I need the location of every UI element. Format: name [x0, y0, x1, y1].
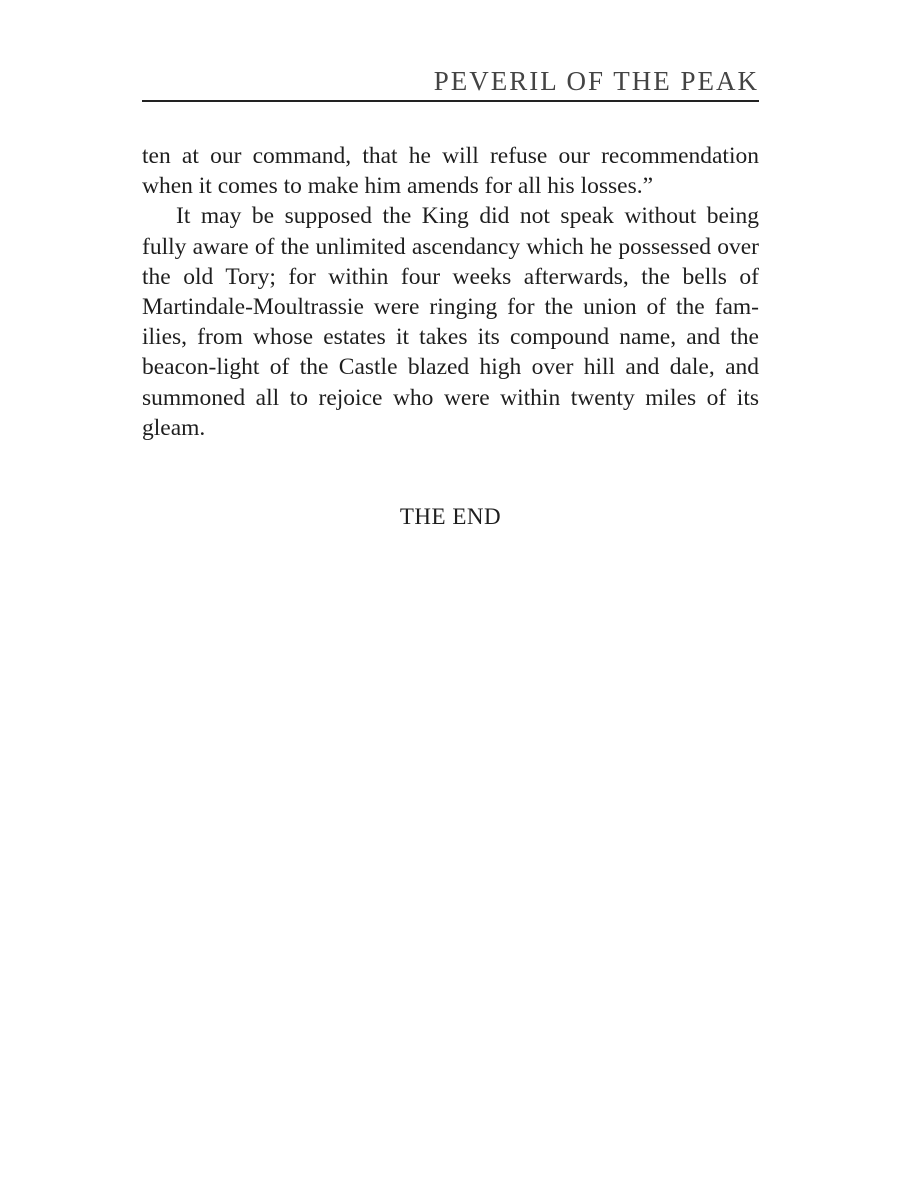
running-head-title: PEVERIL OF THE PEAK — [433, 66, 759, 96]
paragraph-continued: ten at our command, that he will refuse our recommendation when it comes to make him amends for all his losses.” — [142, 143, 759, 200]
body-text-block — [142, 141, 759, 443]
paragraph-final: It may be supposed the King did not speak without being fully aware of the unlimited ascendancy which he possessed over the old Tory; for within four weeks afterwards, the bells of Martindale-Moultrassie were ringing for the union of the families, from whose estates it takes its compound name, and the beacon-light of the Castle blazed high over hill and dale, and summoned all to rejoice who were within twenty miles of its gleam. — [142, 203, 759, 441]
the-end-mark: THE END — [399, 504, 502, 529]
header-rule-divider — [142, 100, 759, 102]
